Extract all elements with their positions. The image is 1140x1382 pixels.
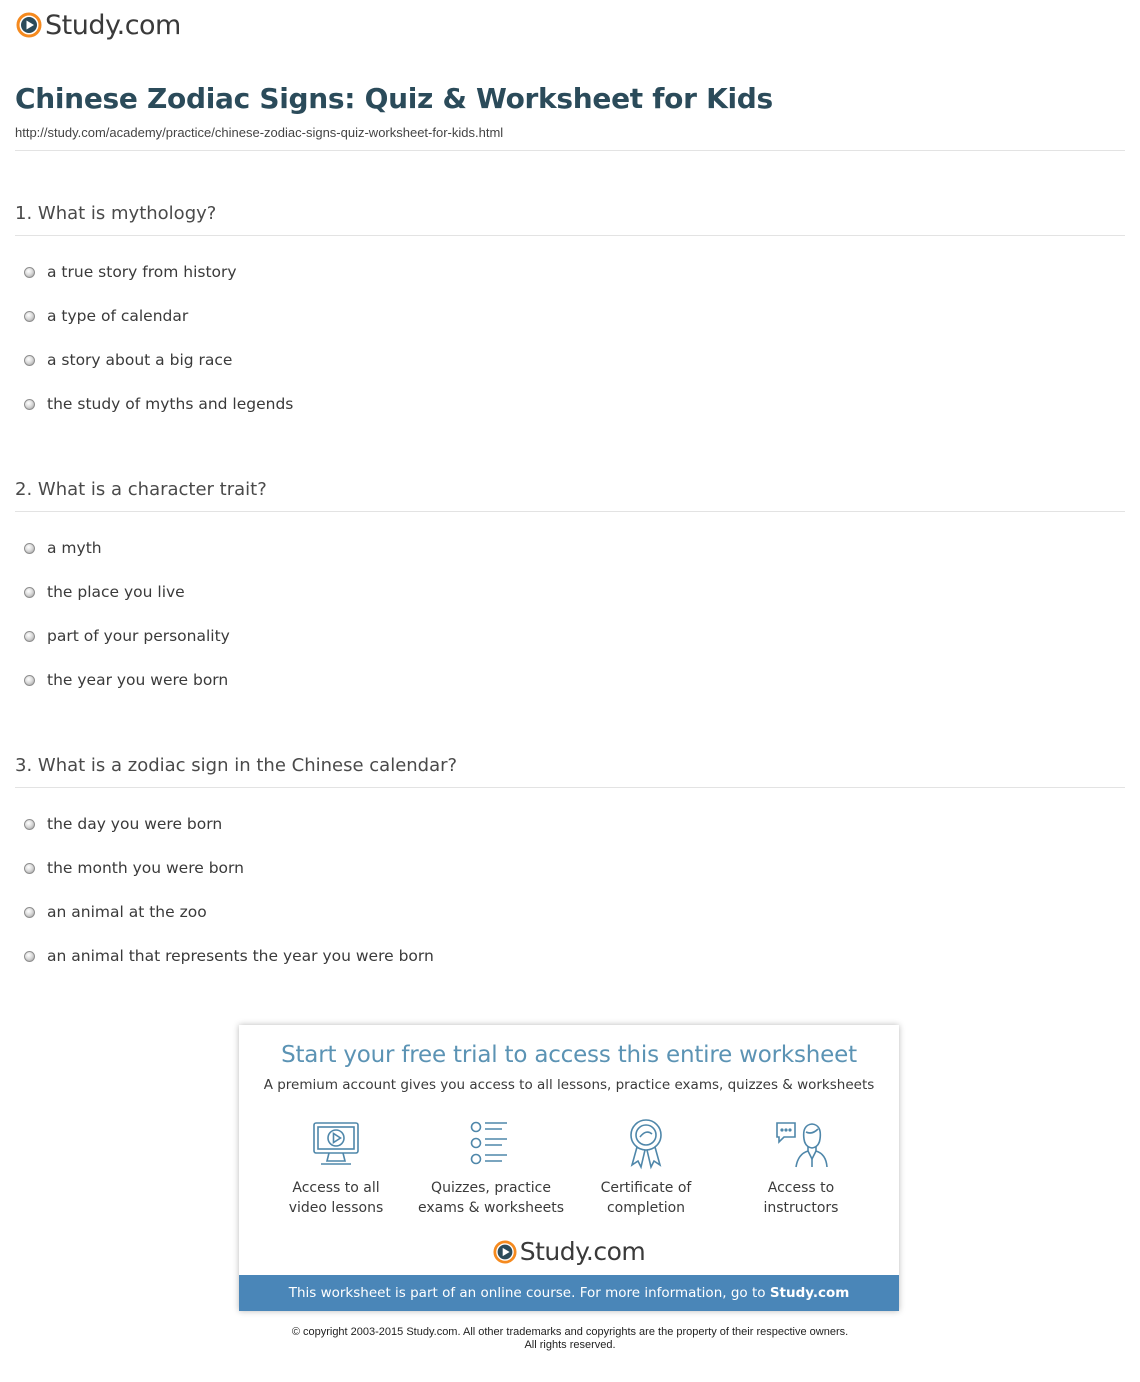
answer-option[interactable] (15, 815, 1125, 859)
feature-label: Quizzes, practice exams & worksheets (417, 1180, 565, 1216)
radio-button[interactable] (24, 587, 35, 598)
title-divider (15, 150, 1125, 151)
promo-info-bar (239, 1275, 899, 1311)
answer-label: a true story from history (47, 263, 237, 281)
rights-line: All rights reserved. (524, 1339, 616, 1351)
promo-subtitle: A premium account gives you access to all lessons, practice exams, quizzes & worksheets (263, 1077, 875, 1093)
answer-label: an animal that represents the year you were born (47, 947, 434, 965)
radio-button[interactable] (24, 267, 35, 278)
question-text: 1. What is mythology? (15, 203, 217, 224)
answer-label: the place you live (47, 583, 185, 601)
answer-option[interactable] (15, 539, 1125, 583)
feature-certificate (566, 1117, 726, 1218)
answer-label: the study of myths and legends (47, 395, 294, 413)
answer-option[interactable] (15, 263, 1125, 307)
question-divider (15, 787, 1125, 788)
feature-label: Certificate of completion (600, 1180, 692, 1216)
promo-logo-text: Study.com (519, 1237, 646, 1266)
question-text: 3. What is a zodiac sign in the Chinese calendar? (15, 755, 458, 776)
instructor-icon (774, 1117, 828, 1171)
feature-quizzes (411, 1117, 571, 1218)
answer-option[interactable] (15, 627, 1125, 671)
promo-title[interactable]: Start your free trial to access this entire worksheet (281, 1042, 857, 1068)
quiz-list-icon (464, 1117, 518, 1171)
answer-label: an animal at the zoo (47, 903, 207, 921)
question-divider (15, 511, 1125, 512)
answer-label: the month you were born (47, 859, 244, 877)
answer-label: a myth (47, 539, 102, 557)
promo-bar-text: This worksheet is part of an online course. For more information, go to (288, 1285, 770, 1301)
question-2 (15, 479, 1125, 715)
answer-label: a story about a big race (47, 351, 233, 369)
answer-option[interactable] (15, 395, 1125, 439)
radio-button[interactable] (24, 631, 35, 642)
answer-option[interactable] (15, 671, 1125, 715)
radio-button[interactable] (24, 355, 35, 366)
answer-label: a type of calendar (47, 307, 189, 325)
free-trial-promo (239, 1025, 899, 1311)
video-lesson-icon (309, 1117, 363, 1171)
answer-option[interactable] (15, 903, 1125, 947)
answer-label: part of your personality (47, 627, 230, 645)
play-logo-icon (16, 12, 42, 38)
radio-button[interactable] (24, 951, 35, 962)
question-text: 2. What is a character trait? (15, 479, 267, 500)
radio-button[interactable] (24, 675, 35, 686)
promo-study-logo[interactable] (239, 1237, 899, 1266)
logo-text: Study.com (45, 9, 181, 41)
feature-instructors (721, 1117, 881, 1218)
feature-label: Access to instructors (763, 1180, 839, 1216)
answer-option[interactable] (15, 583, 1125, 627)
question-3 (15, 755, 1125, 991)
answer-option[interactable] (15, 859, 1125, 903)
answer-option[interactable] (15, 947, 1125, 991)
radio-button[interactable] (24, 819, 35, 830)
question-divider (15, 235, 1125, 236)
radio-button[interactable] (24, 311, 35, 322)
study-logo[interactable] (16, 8, 181, 42)
radio-button[interactable] (24, 543, 35, 554)
answer-label: the year you were born (47, 671, 229, 689)
play-logo-icon (493, 1240, 517, 1264)
radio-button[interactable] (24, 399, 35, 410)
feature-label: Access to all video lessons (288, 1180, 384, 1216)
page-url: http://study.com/academy/practice/chinese-zodiac-signs-quiz-worksheet-for-kids.html (15, 125, 504, 140)
answer-option[interactable] (15, 351, 1125, 395)
answer-option[interactable] (15, 307, 1125, 351)
answer-label: the day you were born (47, 815, 223, 833)
radio-button[interactable] (24, 907, 35, 918)
page-title: Chinese Zodiac Signs: Quiz & Worksheet for Kids (15, 82, 773, 115)
copyright-line: © copyright 2003-2015 Study.com. All other trademarks and copyrights are the property of their respective owners. (291, 1326, 849, 1338)
certificate-icon (619, 1117, 673, 1171)
question-1 (15, 203, 1125, 439)
promo-bar-link[interactable]: Study.com (769, 1285, 850, 1301)
radio-button[interactable] (24, 863, 35, 874)
feature-video-lessons (256, 1117, 416, 1218)
copyright-notice (0, 1326, 1140, 1352)
